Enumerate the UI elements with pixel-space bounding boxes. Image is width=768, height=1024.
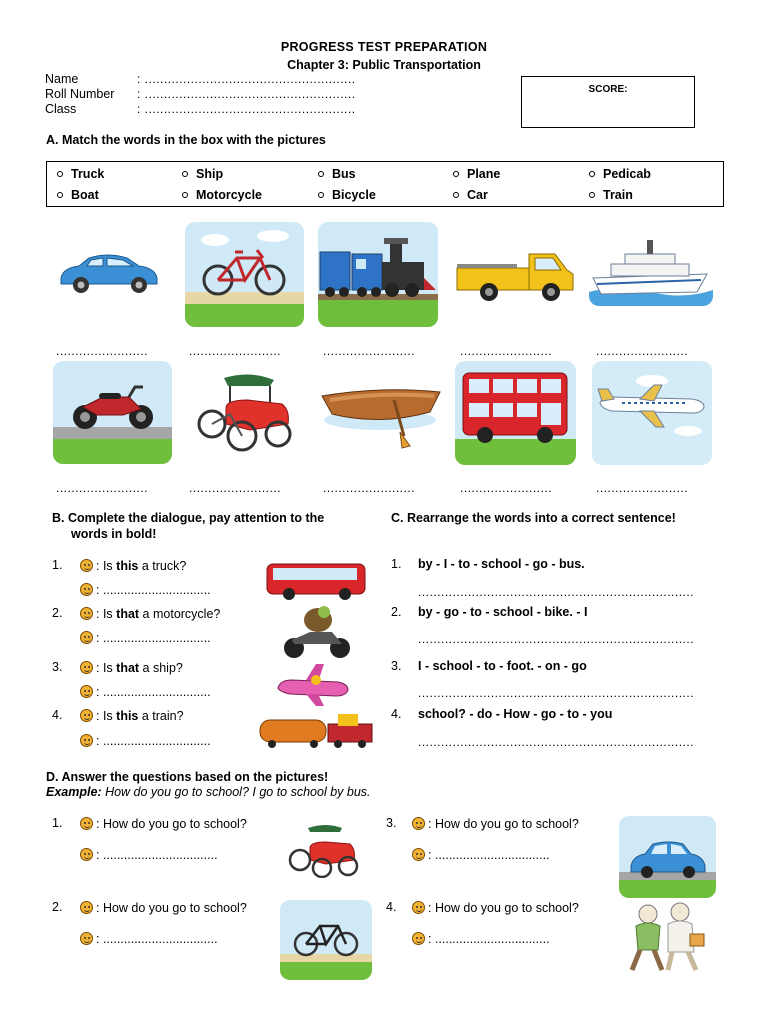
b-question: : Is that a motorcycle? [80, 607, 220, 621]
b-answer[interactable]: : ............................... [80, 734, 211, 748]
d-answer[interactable]: : ................................. [412, 848, 550, 862]
plane-small-picture [272, 660, 354, 713]
word-item: Car [453, 188, 488, 202]
smiley-face-icon [80, 901, 93, 914]
smiley-face-icon [80, 607, 93, 620]
d-answer[interactable]: : ................................. [412, 932, 550, 946]
answer-line[interactable]: ........................ [323, 344, 416, 358]
smiley-face-icon [80, 661, 93, 674]
b-question: : Is that a ship? [80, 661, 183, 675]
b-item-number: 3. [52, 660, 63, 674]
b-item-number: 4. [52, 708, 63, 722]
bicycle-picture [185, 222, 304, 327]
c-answer-line[interactable]: ........................................................................ [418, 686, 695, 700]
motorcycle-picture [53, 361, 172, 464]
d-question: : How do you go to school? [80, 817, 247, 831]
b-answer[interactable]: : ............................... [80, 685, 211, 699]
b-item-number: 1. [52, 558, 63, 572]
b-answer[interactable]: : ............................... [80, 631, 211, 645]
answer-line[interactable]: ........................ [189, 481, 282, 495]
answer-line[interactable]: ........................ [596, 481, 689, 495]
worksheet-title: PROGRESS TEST PREPARATION [280, 40, 488, 54]
d-question: : How do you go to school? [412, 817, 579, 831]
c-scrambled-sentence: by - go - to - school - bike. - I [418, 605, 588, 619]
train-picture [318, 222, 438, 327]
smiley-face-icon [412, 901, 425, 914]
answer-line[interactable]: ........................ [460, 344, 553, 358]
c-scrambled-sentence: I - school - to - foot. - on - go [418, 659, 587, 673]
answer-line[interactable]: ........................ [323, 481, 416, 495]
smiley-face-icon [80, 932, 93, 945]
car-picture [53, 232, 163, 308]
b-question: : Is this a truck? [80, 559, 186, 573]
boat-picture [318, 378, 443, 450]
c-scrambled-sentence: school? - do - How - go - to - you [418, 707, 613, 721]
word-item: Truck [57, 167, 104, 181]
section-d-example: Example: How do you go to school? I go to school by bus. [46, 785, 371, 799]
smiley-face-icon [412, 932, 425, 945]
word-item: Pedicab [589, 167, 651, 181]
name-line[interactable]: : ....................................................... [137, 72, 356, 86]
c-answer-line[interactable]: ........................................................................ [418, 632, 695, 646]
answer-line[interactable]: ........................ [56, 344, 149, 358]
walking-students-picture [622, 902, 708, 979]
b-answer[interactable]: : ............................... [80, 583, 211, 597]
roll-number-label: Roll Number [45, 87, 115, 101]
bus-picture [455, 361, 576, 465]
d-answer[interactable]: : ................................. [80, 848, 218, 862]
smiley-face-icon [80, 583, 93, 596]
motorcycle-small-picture [280, 604, 354, 667]
d-item-number: 4. [386, 900, 397, 914]
worksheet-subtitle: Chapter 3: Public Transportation [287, 58, 481, 72]
score-label: SCORE: [588, 84, 628, 95]
smiley-face-icon [80, 559, 93, 572]
section-d-heading: D. Answer the questions based on the pictures! [46, 770, 329, 784]
bicycle-small-picture [280, 900, 372, 980]
b-item-number: 2. [52, 606, 63, 620]
answer-line[interactable]: ........................ [189, 344, 282, 358]
section-b-heading-line2: words in bold! [71, 527, 157, 541]
c-item-number: 1. [391, 557, 402, 571]
score-box[interactable] [521, 76, 695, 128]
smiley-face-icon [80, 848, 93, 861]
smiley-face-icon [80, 709, 93, 722]
smiley-face-icon [412, 817, 425, 830]
d-item-number: 1. [52, 816, 63, 830]
c-item-number: 2. [391, 605, 402, 619]
smiley-face-icon [80, 685, 93, 698]
c-item-number: 4. [391, 707, 402, 721]
d-question: : How do you go to school? [412, 901, 579, 915]
smiley-face-icon [80, 817, 93, 830]
word-item: Bicycle [318, 188, 376, 202]
plane-picture [592, 361, 712, 465]
section-c-heading: C. Rearrange the words into a correct sentence! [391, 511, 676, 525]
b-question: : Is this a train? [80, 709, 184, 723]
roll-number-line[interactable]: : ....................................................... [137, 87, 356, 101]
word-item: Bus [318, 167, 356, 181]
section-b-heading: B. Complete the dialogue, pay attention to the [52, 511, 325, 525]
word-item: Plane [453, 167, 500, 181]
c-answer-line[interactable]: ........................................................................ [418, 585, 695, 599]
d-item-number: 3. [386, 816, 397, 830]
train-small-picture [258, 712, 376, 755]
smiley-face-icon [412, 848, 425, 861]
smiley-face-icon [80, 631, 93, 644]
c-answer-line[interactable]: ........................................................................ [418, 735, 695, 749]
answer-line[interactable]: ........................ [56, 481, 149, 495]
truck-picture [455, 240, 577, 306]
class-label: Class [45, 102, 77, 116]
pedicab-small-picture [286, 822, 362, 883]
c-item-number: 3. [391, 659, 402, 673]
word-box [46, 161, 724, 207]
answer-line[interactable]: ........................ [460, 481, 553, 495]
answer-line[interactable]: ........................ [596, 344, 689, 358]
d-item-number: 2. [52, 900, 63, 914]
car-small-picture [619, 816, 716, 898]
word-item: Motorcycle [182, 188, 262, 202]
c-scrambled-sentence: by - I - to - school - go - bus. [418, 557, 585, 571]
ship-picture [589, 234, 713, 306]
pedicab-picture [190, 370, 298, 456]
class-line[interactable]: : ....................................................... [137, 102, 356, 116]
d-question: : How do you go to school? [80, 901, 247, 915]
section-a-heading: A. Match the words in the box with the pictures [46, 133, 326, 147]
d-answer[interactable]: : ................................. [80, 932, 218, 946]
word-item: Ship [182, 167, 223, 181]
word-item: Train [589, 188, 633, 202]
bus-small-picture [265, 560, 368, 607]
word-item: Boat [57, 188, 99, 202]
name-label: Name [45, 72, 79, 86]
smiley-face-icon [80, 734, 93, 747]
